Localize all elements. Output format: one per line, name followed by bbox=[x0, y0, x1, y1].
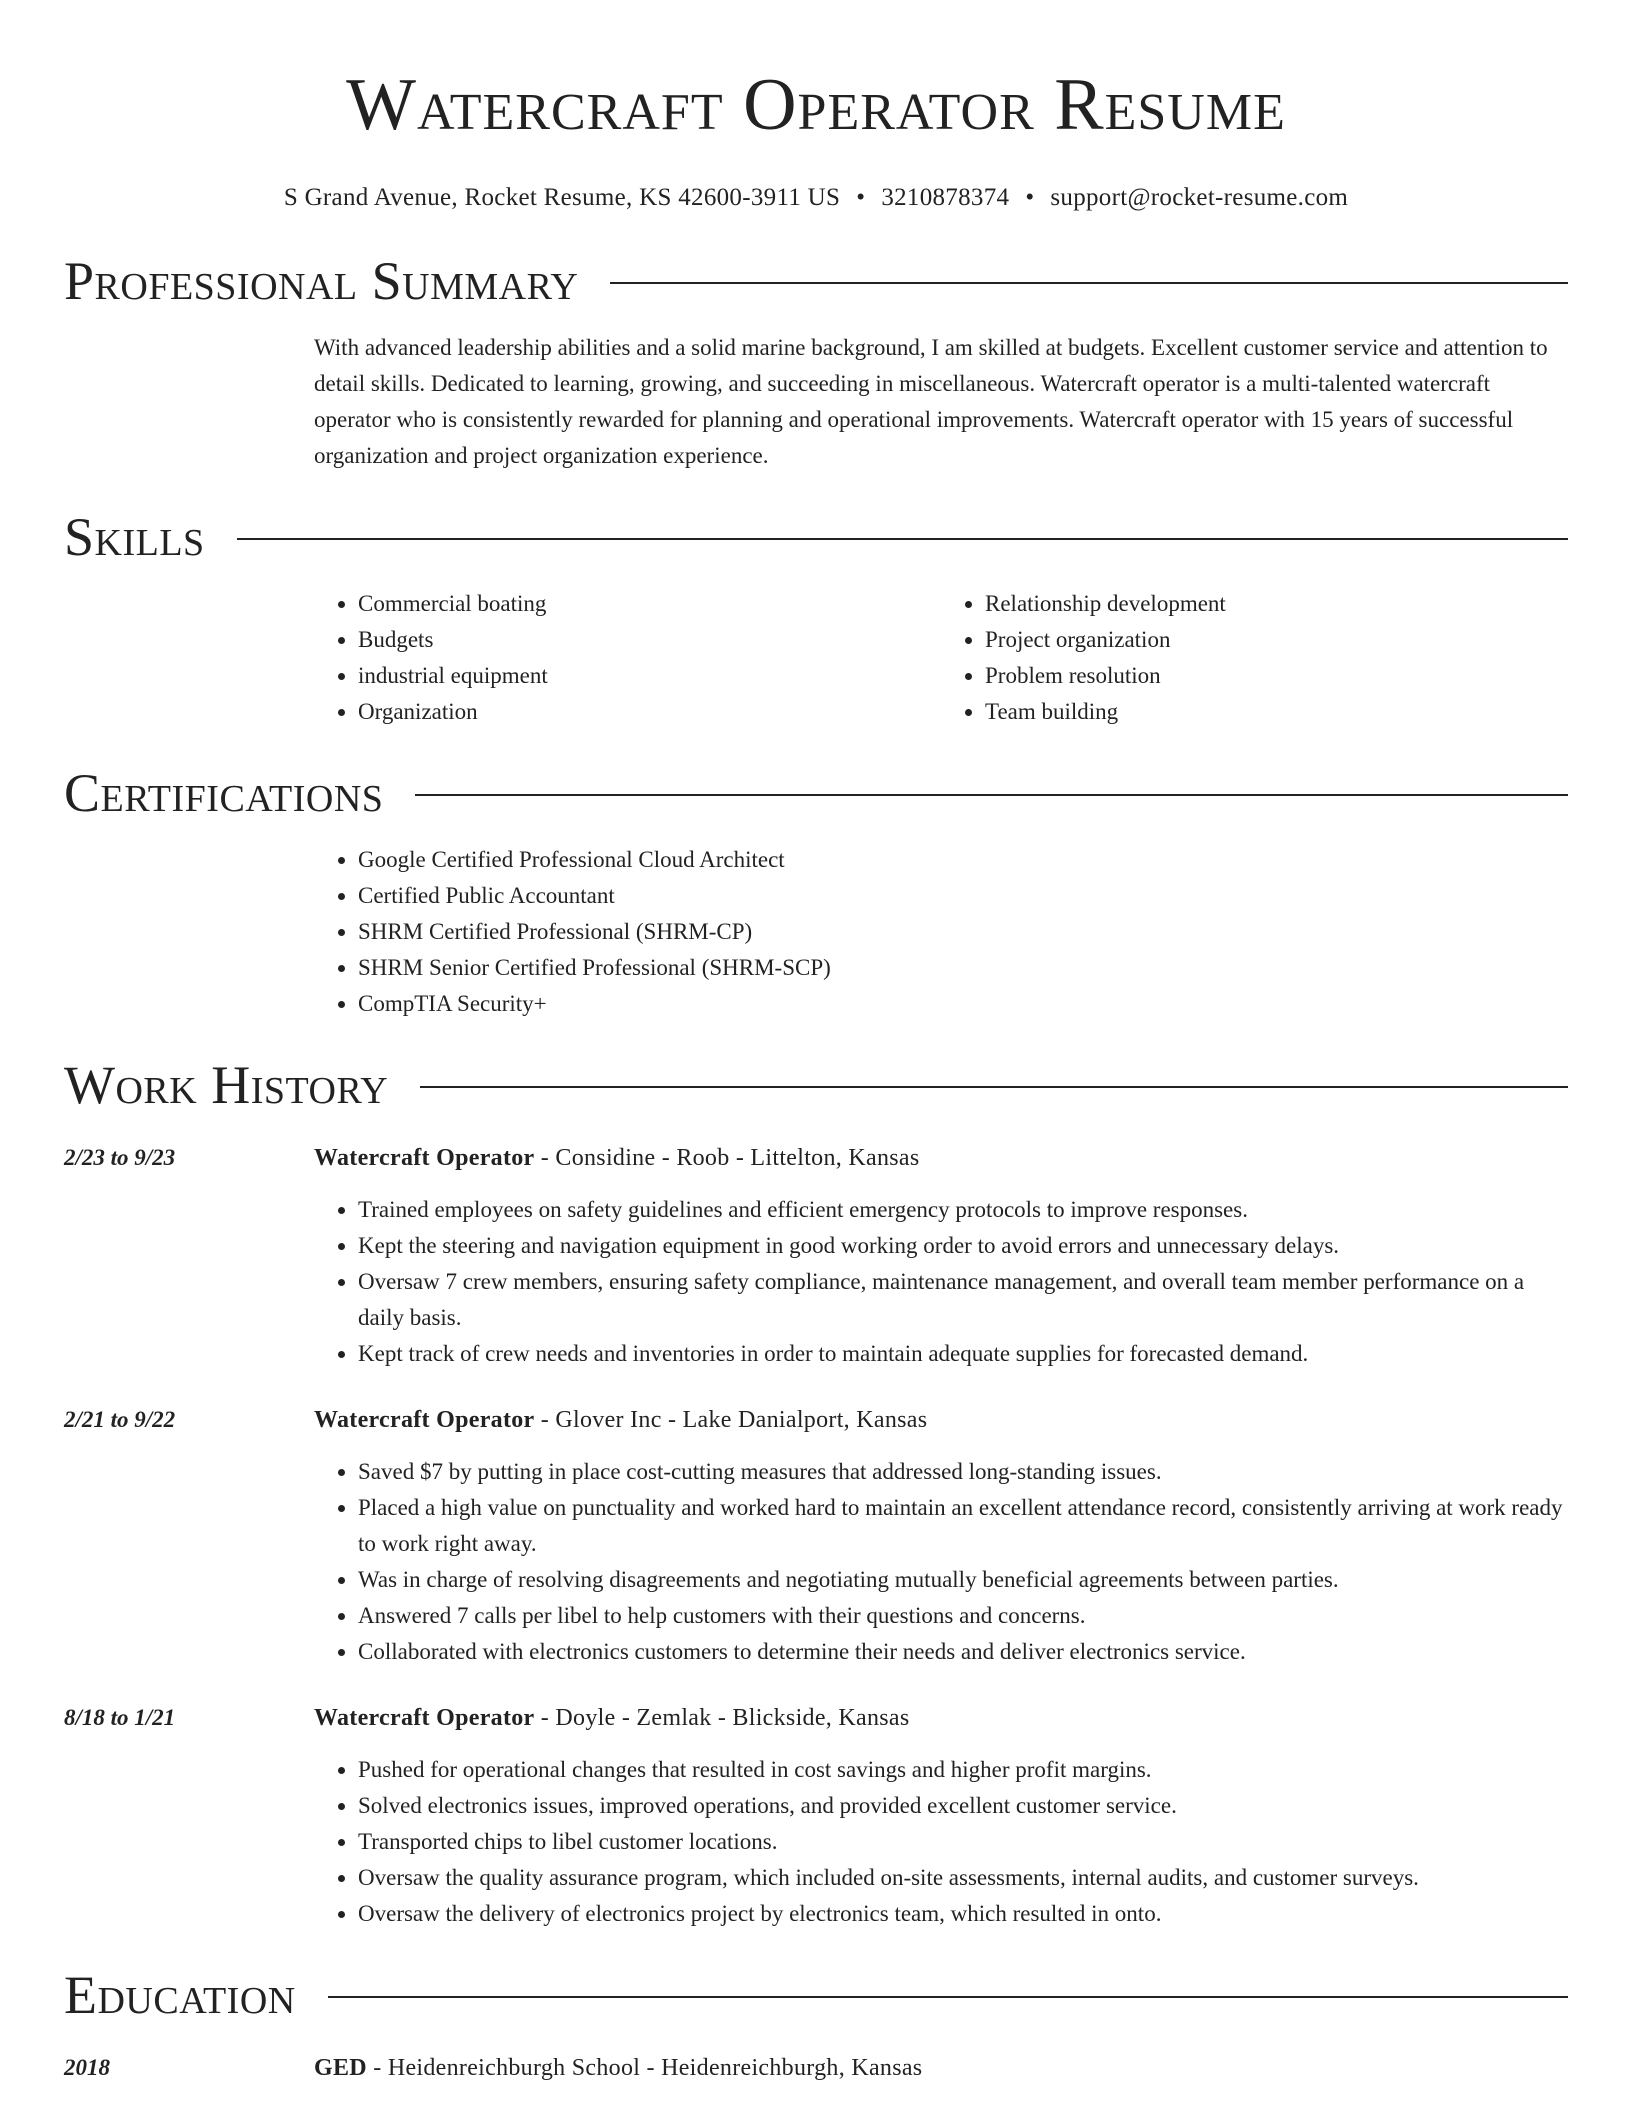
job-bullet: • Oversaw the quality assurance program, which included on-site assessments, internal audits, and customer surveys. bbox=[358, 1860, 1568, 1896]
resume-title: Watercraft Operator Resume bbox=[346, 64, 1286, 146]
contact-separator: • bbox=[1025, 184, 1035, 211]
certification-item: • Google Certified Professional Cloud Architect bbox=[358, 842, 1568, 878]
job-bullets bbox=[314, 1752, 1568, 1932]
job-bullet: • Pushed for operational changes that resulted in cost savings and higher profit margins. bbox=[358, 1752, 1568, 1788]
job-dates: 8/18 to 1/21 bbox=[64, 1705, 176, 1730]
job-body bbox=[314, 1700, 1568, 1932]
job-title: Watercraft Operator bbox=[314, 1145, 535, 1171]
contact-email: support@rocket-resume.com bbox=[1050, 184, 1349, 211]
certification-item: • SHRM Certified Professional (SHRM-CP) bbox=[358, 914, 1568, 950]
section-divider bbox=[415, 794, 1568, 796]
education-body bbox=[314, 2050, 1568, 2086]
skill-item: • Commercial boating bbox=[358, 586, 941, 622]
job-bullet: • Kept the steering and navigation equipment in good working order to avoid errors and unnecessary delays. bbox=[358, 1228, 1568, 1264]
job-bullet: • Was in charge of resolving disagreements and negotiating mutually beneficial agreements between parties. bbox=[358, 1562, 1568, 1598]
section-divider bbox=[610, 282, 1568, 284]
job-bullet: • Collaborated with electronics customers to determine their needs and deliver electronics service. bbox=[358, 1634, 1568, 1670]
job-employer: - Glover Inc - Lake Danialport, Kansas bbox=[534, 1407, 928, 1433]
job-bullet: • Solved electronics issues, improved operations, and provided excellent customer service. bbox=[358, 1788, 1568, 1824]
work-history-section bbox=[64, 1040, 1568, 1932]
education-section bbox=[64, 1950, 1568, 2086]
job-bullet: • Kept track of crew needs and inventories in order to maintain adequate supplies for forecasted demand. bbox=[358, 1336, 1568, 1372]
certifications-heading-row bbox=[64, 748, 1568, 838]
job-bullet: • Oversaw the delivery of electronics project by electronics team, which resulted in onto. bbox=[358, 1896, 1568, 1932]
certification-item: • Certified Public Accountant bbox=[358, 878, 1568, 914]
job-employer: - Doyle - Zemlak - Blickside, Kansas bbox=[534, 1705, 910, 1731]
job-body bbox=[314, 1402, 1568, 1670]
section-heading: Skills bbox=[64, 507, 205, 567]
job-title-line bbox=[314, 1402, 1568, 1438]
skills-list-left bbox=[314, 586, 941, 730]
summary-heading-row bbox=[64, 236, 1568, 326]
skill-item: • Problem resolution bbox=[985, 658, 1568, 694]
education-school: - Heidenreichburgh School - Heidenreichburgh, Kansas bbox=[366, 2055, 923, 2081]
section-heading: Education bbox=[64, 1965, 296, 2025]
section-divider bbox=[420, 1086, 1568, 1088]
job-entry bbox=[64, 1140, 1568, 1372]
job-bullet: • Trained employees on safety guidelines and efficient emergency protocols to improve responses. bbox=[358, 1192, 1568, 1228]
job-body bbox=[314, 1140, 1568, 1372]
skill-item: • Budgets bbox=[358, 622, 941, 658]
certifications-block bbox=[314, 842, 1568, 1022]
summary-text: With advanced leadership abilities and a solid marine background, I am skilled at budgets. Excellent customer service and attention to detail skills. Dedicated to learning, growing, and succeeding in miscellaneous. Watercraft operator is a multi-talented watercraft operator who is consistently rewarded for planning and operational improvements. Watercraft operator with 15 years of successful organization and project organization experience. bbox=[314, 335, 1548, 468]
section-heading: Certifications bbox=[64, 763, 384, 823]
summary-section bbox=[64, 236, 1568, 474]
certification-item: • CompTIA Security+ bbox=[358, 986, 1568, 1022]
job-bullet: • Oversaw 7 crew members, ensuring safety compliance, maintenance management, and overall team member performance on a daily basis. bbox=[358, 1264, 1568, 1336]
certification-item: • SHRM Senior Certified Professional (SHRM-SCP) bbox=[358, 950, 1568, 986]
contact-line bbox=[64, 182, 1568, 214]
job-bullets bbox=[314, 1454, 1568, 1670]
education-year: 2018 bbox=[64, 2055, 110, 2080]
certifications-section bbox=[64, 748, 1568, 1022]
work-heading-row bbox=[64, 1040, 1568, 1130]
contact-separator: • bbox=[856, 184, 866, 211]
skill-item: • Relationship development bbox=[985, 586, 1568, 622]
contact-phone: 3210878374 bbox=[881, 184, 1010, 211]
job-bullet: • Saved $7 by putting in place cost-cutting measures that addressed long-standing issues. bbox=[358, 1454, 1568, 1490]
education-heading-row bbox=[64, 1950, 1568, 2040]
job-dates: 2/23 to 9/23 bbox=[64, 1145, 176, 1170]
job-entry bbox=[64, 1402, 1568, 1670]
education-degree: GED bbox=[314, 2055, 367, 2081]
skills-heading-row bbox=[64, 492, 1568, 582]
contact-address: S Grand Avenue, Rocket Resume, KS 42600-3911 US bbox=[283, 184, 841, 211]
job-bullets bbox=[314, 1192, 1568, 1372]
skills-grid bbox=[314, 586, 1568, 730]
education-entry bbox=[64, 2050, 1568, 2086]
skills-section bbox=[64, 492, 1568, 730]
job-title-line bbox=[314, 1140, 1568, 1176]
section-divider bbox=[328, 1996, 1568, 1998]
education-line bbox=[314, 2050, 1568, 2086]
section-divider bbox=[237, 538, 1568, 540]
skill-item: • Team building bbox=[985, 694, 1568, 730]
skills-list-right bbox=[941, 586, 1568, 730]
job-bullet: • Placed a high value on punctuality and worked hard to maintain an excellent attendance record, consistently arriving at work ready to work right away. bbox=[358, 1490, 1568, 1562]
skill-item: • Organization bbox=[358, 694, 941, 730]
section-heading: Work History bbox=[64, 1055, 389, 1115]
job-entry bbox=[64, 1700, 1568, 1932]
job-title-line bbox=[314, 1700, 1568, 1736]
section-heading: Professional Summary bbox=[64, 251, 579, 311]
certifications-list bbox=[314, 842, 1568, 1022]
job-title: Watercraft Operator bbox=[314, 1407, 535, 1433]
skill-item: • Project organization bbox=[985, 622, 1568, 658]
skill-item: • industrial equipment bbox=[358, 658, 941, 694]
job-dates: 2/21 to 9/22 bbox=[64, 1407, 176, 1432]
job-bullet: • Answered 7 calls per libel to help customers with their questions and concerns. bbox=[358, 1598, 1568, 1634]
job-title: Watercraft Operator bbox=[314, 1705, 535, 1731]
job-bullet: • Transported chips to libel customer locations. bbox=[358, 1824, 1568, 1860]
job-employer: - Considine - Roob - Littelton, Kansas bbox=[534, 1145, 920, 1171]
